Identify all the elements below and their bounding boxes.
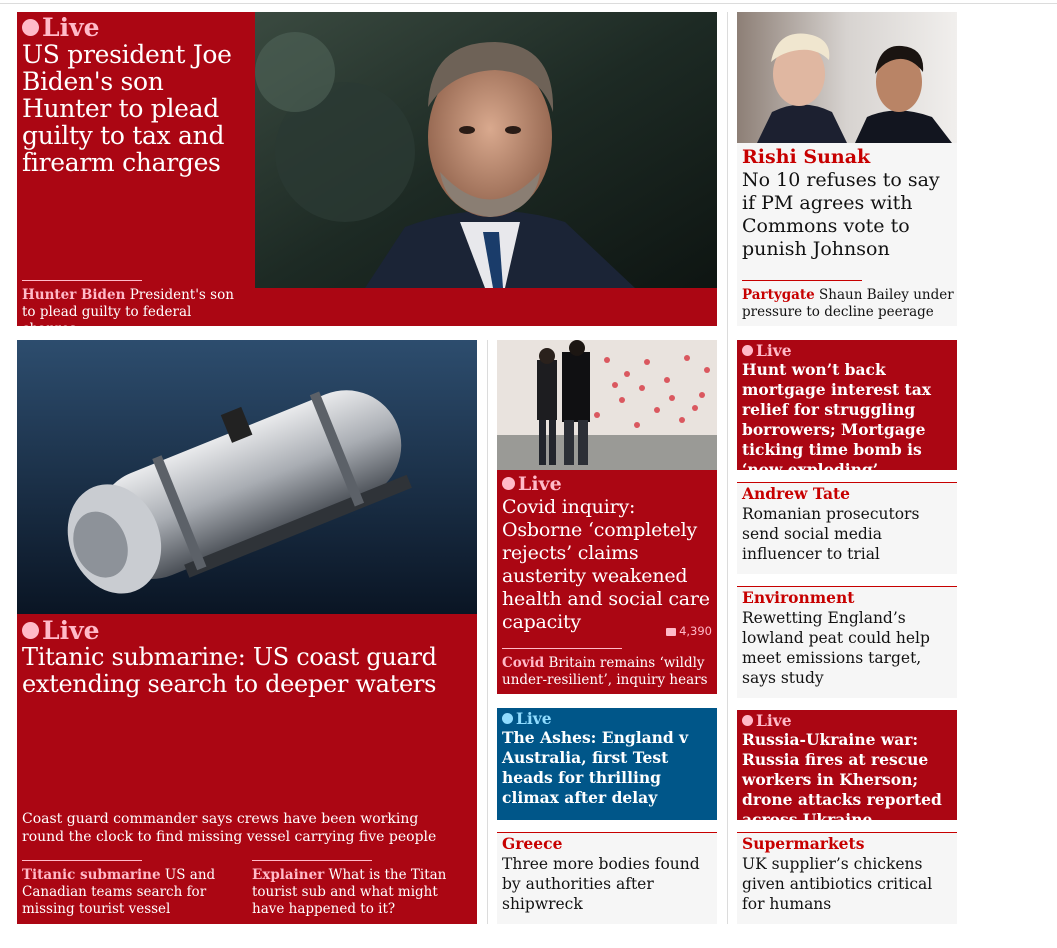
card-top-rule [737, 832, 957, 833]
live-kicker: Live [42, 13, 100, 42]
sublink-rule [22, 860, 142, 861]
story-text-ashes [502, 710, 714, 808]
story-card-supermarkets[interactable] [737, 832, 957, 924]
sublink-text: President's son to plead guilty to federal charges [22, 287, 234, 337]
card-top-rule [737, 482, 957, 483]
story-card-andrew-tate[interactable] [737, 482, 957, 574]
column-divider-inner [487, 340, 488, 924]
live-kicker: Live [516, 709, 552, 728]
story-text-russia-ukraine [742, 712, 956, 830]
titan-submersible-photo [17, 340, 477, 614]
story-image-covid-inquiry [497, 340, 717, 470]
sublink-rule [22, 280, 142, 281]
sublink-kicker: Hunter Biden [22, 287, 126, 303]
story-card-hunter-biden[interactable] [17, 12, 717, 337]
sublink-text: What is the Titan tourist sub and what might have happened to it? [252, 867, 447, 917]
story-text-greece [502, 834, 714, 914]
story-card-environment[interactable] [737, 586, 957, 698]
card-top-rule [497, 832, 717, 833]
story-headline[interactable]: No 10 refuses to say if PM agrees with Commons vote to punish Johnson [742, 169, 940, 260]
story-kicker: Rishi Sunak [742, 146, 871, 168]
live-kicker: Live [42, 616, 100, 645]
story-headline[interactable]: UK supplier’s chickens given antibiotics critical for humans [742, 855, 933, 913]
story-kicker: Greece [502, 834, 563, 853]
live-dot-icon [742, 715, 753, 726]
comment-icon [666, 628, 676, 636]
sublink-titanic-submarine[interactable] [22, 860, 244, 918]
live-kicker: Live [756, 711, 792, 730]
sublink-rule [252, 860, 372, 861]
story-text-hunter-biden [22, 14, 250, 176]
story-card-russia-ukraine[interactable] [737, 710, 957, 829]
story-card-greece[interactable] [497, 832, 717, 924]
story-headline[interactable]: Titanic submarine: US coast guard extending search to deeper waters [22, 643, 437, 698]
story-kicker: Andrew Tate [742, 484, 851, 503]
story-card-covid-inquiry[interactable] [497, 340, 717, 694]
card-top-rule [737, 586, 957, 587]
story-headline[interactable]: The Ashes: England v Australia, first Test heads for thrilling climax after delay [502, 728, 689, 807]
sublink-text: Shaun Bailey under pressure to decline peerage [742, 287, 954, 320]
story-image-titanic-submarine [17, 340, 477, 614]
comment-count-value: 4,390 [679, 624, 712, 638]
story-text-andrew-tate [742, 484, 954, 564]
live-dot-icon [502, 477, 515, 490]
story-standfirst: Coast guard commander says crews have been working round the clock to find missing vessel carrying five people [22, 811, 437, 845]
story-kicker: Supermarkets [742, 834, 865, 853]
live-kicker: Live [518, 473, 562, 495]
story-text-covid-inquiry [502, 473, 715, 634]
sublink-partygate[interactable] [742, 280, 954, 321]
story-card-hunt-mortgage[interactable] [737, 340, 957, 479]
story-headline[interactable]: US president Joe Biden's son Hunter to plead guilty to tax and firearm charges [22, 40, 232, 177]
sublink-explainer[interactable] [252, 860, 467, 918]
sublink-rule [502, 648, 622, 649]
story-card-ashes[interactable] [497, 708, 717, 820]
story-card-rishi-sunak[interactable] [737, 12, 957, 326]
story-image-rishi-sunak [737, 12, 957, 143]
story-headline[interactable]: Covid inquiry: Osborne ‘completely rejects’ claims austerity weakened health and social care capacity [502, 496, 710, 633]
hunter-biden-photo [255, 12, 717, 288]
live-dot-icon [22, 622, 39, 639]
story-image-hunter-biden [255, 12, 717, 288]
covid-memorial-wall-photo [497, 340, 717, 470]
story-text-hunt-mortgage [742, 342, 954, 480]
story-text-supermarkets [742, 834, 954, 914]
sublink-text: Britain remains ‘wildly under-resilient’, inquiry hears [502, 655, 708, 688]
sublink-rule [742, 280, 862, 281]
story-card-titanic-submarine[interactable] [17, 340, 477, 924]
story-text-environment [742, 588, 956, 688]
story-kicker: Environment [742, 588, 855, 607]
sublink-kicker: Explainer [252, 867, 325, 883]
story-headline[interactable]: Three more bodies found by authorities after shipwreck [502, 855, 700, 913]
comment-count[interactable] [666, 624, 712, 638]
story-headline[interactable]: Hunt won’t back mortgage interest tax relief for struggling borrowers; Mortgage ticking time bomb is ‘now exploding’ [742, 360, 931, 479]
sublink-hunter-biden[interactable] [22, 280, 247, 338]
sublink-covid[interactable] [502, 648, 712, 689]
johnson-sunak-photo [737, 12, 957, 143]
live-dot-icon [22, 19, 39, 36]
story-text-titanic-submarine [22, 617, 462, 698]
column-divider [727, 12, 728, 924]
sublink-kicker: Titanic submarine [22, 867, 161, 883]
story-headline[interactable]: Romanian prosecutors send social media influencer to trial [742, 505, 920, 563]
sublink-text: US and Canadian teams search for missing tourist vessel [22, 867, 216, 917]
live-dot-icon [502, 713, 513, 724]
story-text-rishi-sunak [742, 145, 954, 261]
story-headline[interactable]: Russia-Ukraine war: Russia fires at rescue workers in Kherson; drone attacks reported across Ukraine [742, 730, 942, 829]
story-headline[interactable]: Rewetting England’s lowland peat could help meet emissions target, says study [742, 609, 930, 687]
sublink-kicker: Partygate [742, 287, 815, 303]
live-kicker: Live [756, 341, 792, 360]
live-dot-icon [742, 345, 753, 356]
page-top-rule [0, 3, 1057, 4]
sublink-kicker: Covid [502, 655, 545, 671]
